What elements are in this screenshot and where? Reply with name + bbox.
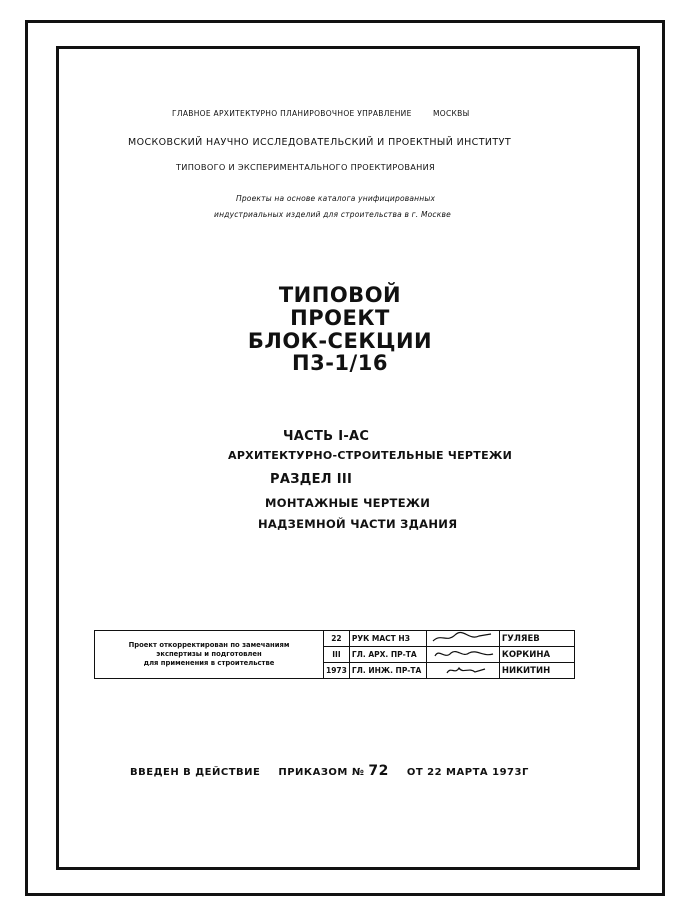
part-title: ЧАСТЬ I-АС [283,429,370,444]
signature-cell [426,663,499,679]
enactment-line [130,763,529,779]
signature-cell [426,647,499,663]
signature-icon [429,647,495,660]
header-note-2: индустриальных изделий для строительства в г. Москве [214,210,451,219]
header-note-1: Проекты на основе каталога унифицированных [236,194,436,203]
header-org-name: ГЛАВНОЕ АРХИТЕКТУРНО ПЛАНИРОВОЧНОЕ УПРАВЛЕНИЕ [172,109,412,118]
signature-cell [426,631,499,647]
approval-role: ГЛ. ИНЖ. ПР-ТА [349,663,426,679]
order-label: ПРИКАЗОМ № [278,767,365,778]
title-line-4: П3-1/16 [292,351,388,375]
section-title: РАЗДЕЛ III [270,472,353,487]
title-line-2: ПРОЕКТ [290,306,390,330]
part-subtitle: АРХИТЕКТУРНО-СТРОИТЕЛЬНЫЕ ЧЕРТЕЖИ [228,449,513,462]
enactment-text: ВВЕДЕН В ДЕЙСТВИЕ [130,767,261,778]
signature-icon [429,663,495,676]
approval-role: РУК МАСТ НЗ [349,631,426,647]
order-number: 72 [368,763,389,779]
approval-date-month: III [324,647,350,663]
approval-role: ГЛ. АРХ. ПР-ТА [349,647,426,663]
signature-icon [429,631,495,644]
approval-name: НИКИТИН [499,663,574,679]
table-row [95,631,575,647]
header-org-city: МОСКВЫ [433,109,470,118]
title-line-1: ТИПОВОЙ [278,283,402,307]
approval-date-day: 22 [324,631,350,647]
order-year: 1973Г [492,767,529,778]
approval-date-year: 1973 [324,663,350,679]
approval-table [94,630,575,679]
header-institute-sub: ТИПОВОГО И ЭКСПЕРИМЕНТАЛЬНОГО ПРОЕКТИРОВАНИЯ [176,162,436,172]
header-organization [172,109,470,118]
section-subtitle-1: МОНТАЖНЫЕ ЧЕРТЕЖИ [265,496,431,510]
approval-name: ГУЛЯЕВ [499,631,574,647]
order-date: ОТ 22 МАРТА [406,767,489,778]
title-line-3: БЛОК-СЕКЦИИ [247,329,433,353]
section-subtitle-2: НАДЗЕМНОЙ ЧАСТИ ЗДАНИЯ [258,517,458,531]
approval-name: КОРКИНА [499,647,574,663]
approval-description: Проект откорректирован по замечаниям экспертизы и подготовлен для применения в строительстве [95,631,324,679]
header-institute: МОСКОВСКИЙ НАУЧНО ИССЛЕДОВАТЕЛЬСКИЙ И ПРОЕКТНЫЙ ИНСТИТУТ [128,137,512,148]
